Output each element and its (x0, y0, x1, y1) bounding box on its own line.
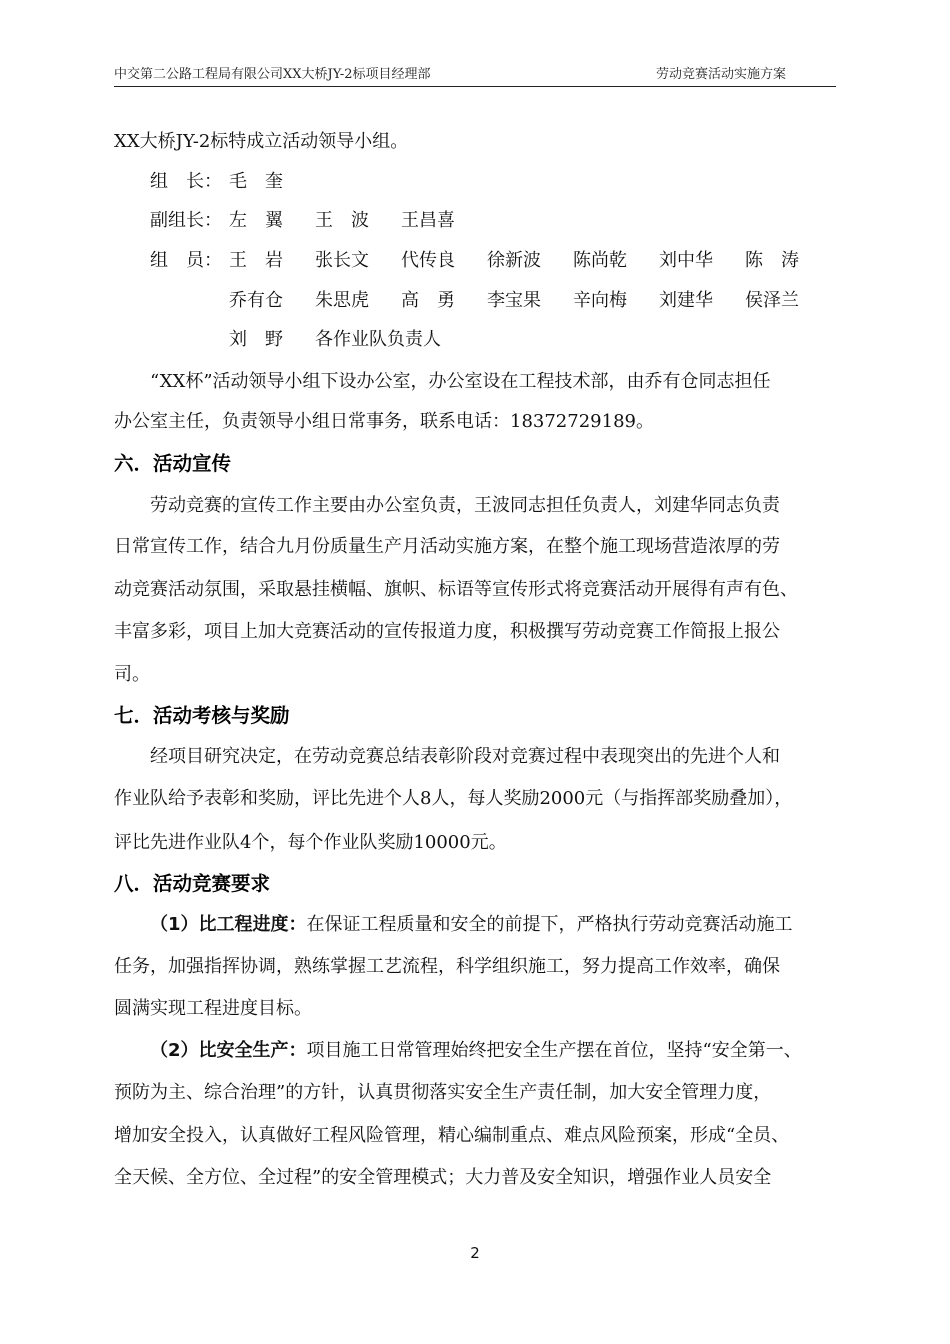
item-2-text: 项目施工日常管理始终把安全生产摆在首位，坚持“安全第一、 (306, 1040, 802, 1061)
member-name: 侯泽兰 (745, 290, 799, 311)
member-name: 刘建华 (659, 290, 713, 311)
section-8-item-2-line: 预防为主、综合治理”的方针，认真贯彻落实安全生产责任制，加大安全管理力度， (114, 1082, 772, 1103)
member-name: 朱思虎 (315, 290, 369, 311)
leader-label: 组 长： (150, 171, 222, 192)
member-name: 刘中华 (659, 250, 713, 271)
page-header (114, 66, 836, 87)
intro-line: XX大桥JY-2标特成立活动领导小组。 (114, 131, 409, 152)
section-6-line: 丰富多彩，项目上加大竞赛活动的宣传报道力度，积极撰写劳动竞赛工作简报上报公 (114, 621, 780, 642)
section-8-heading: 八．活动竞赛要求 (114, 872, 271, 895)
member-name: 各作业队负责人 (315, 329, 441, 350)
section-7-heading: 七．活动考核与奖励 (114, 704, 290, 727)
deputy-name: 左 翼 (229, 210, 283, 231)
member-name: 辛向梅 (573, 290, 627, 311)
section-8-item-2-line: 全天候、全方位、全过程”的安全管理模式；大力普及安全知识，增强作业人员安全 (114, 1167, 772, 1188)
section-7-line: 评比先进作业队4个，每个作业队奖励10000元。 (114, 832, 507, 853)
member-name: 乔有仓 (229, 290, 283, 311)
section-6-line: 司。 (114, 664, 150, 685)
section-7-line: 经项目研究决定，在劳动竞赛总结表彰阶段对竞赛过程中表现突出的先进个人和 (150, 746, 780, 767)
member-name: 刘 野 (229, 329, 283, 350)
member-name: 徐新波 (487, 250, 541, 271)
section-7-line: 作业队给予表彰和奖励，评比先进个人8人，每人奖励2000元（与指挥部奖励叠加）， (114, 788, 793, 809)
page-number: 2 (470, 1244, 480, 1262)
section-8-item-1-line: 圆满实现工程进度目标。 (114, 998, 312, 1019)
header-doc-title: 劳动竞赛活动实施方案 (656, 67, 787, 82)
section-6-line: 劳动竞赛的宣传工作主要由办公室负责，王波同志担任负责人，刘建华同志负责 (150, 495, 780, 516)
deputy-name: 王 波 (315, 210, 369, 231)
section-8-item-2-first-line (150, 1039, 802, 1063)
member-name: 陈尚乾 (573, 250, 627, 271)
member-name: 张长文 (315, 250, 369, 271)
member-name: 陈 涛 (745, 250, 799, 271)
section-8-item-2-line: 增加安全投入，认真做好工程风险管理，精心编制重点、难点风险预案，形成“全员、 (114, 1125, 790, 1146)
deputy-name: 王昌喜 (401, 210, 455, 231)
item-1-label: （1）比工程进度： (150, 914, 307, 935)
leader-name: 毛 奎 (229, 171, 283, 192)
section-6-line: 动竞赛活动氛围，采取悬挂横幅、旗帜、标语等宣传形式将竞赛活动开展得有声有色、 (114, 579, 798, 600)
members-label: 组 员： (150, 250, 222, 271)
member-name: 代传良 (401, 250, 455, 271)
office-para-line: “XX杯”活动领导小组下设办公室，办公室设在工程技术部，由乔有仓同志担任 (150, 371, 771, 392)
section-6-line: 日常宣传工作，结合九月份质量生产月活动实施方案，在整个施工现场营造浓厚的劳 (114, 536, 780, 557)
item-1-text: 在保证工程质量和安全的前提下，严格执行劳动竞赛活动施工 (306, 914, 793, 935)
item-2-label: （2）比安全生产： (150, 1040, 307, 1061)
section-6-heading: 六．活动宣传 (114, 452, 232, 475)
section-8-item-1-line: 任务，加强指挥协调，熟练掌握工艺流程，科学组织施工，努力提高工作效率，确保 (114, 956, 780, 977)
member-name: 王 岩 (229, 250, 283, 271)
section-8-item-1-first-line (150, 913, 793, 937)
deputy-label: 副组长： (150, 210, 222, 231)
member-name: 李宝果 (487, 290, 541, 311)
office-para-line: 办公室主任，负责领导小组日常事务，联系电话：18372729189。 (114, 411, 654, 432)
member-name: 高 勇 (401, 290, 455, 311)
header-company: 中交第二公路工程局有限公司XX大桥JY-2标项目经理部 (114, 67, 431, 82)
